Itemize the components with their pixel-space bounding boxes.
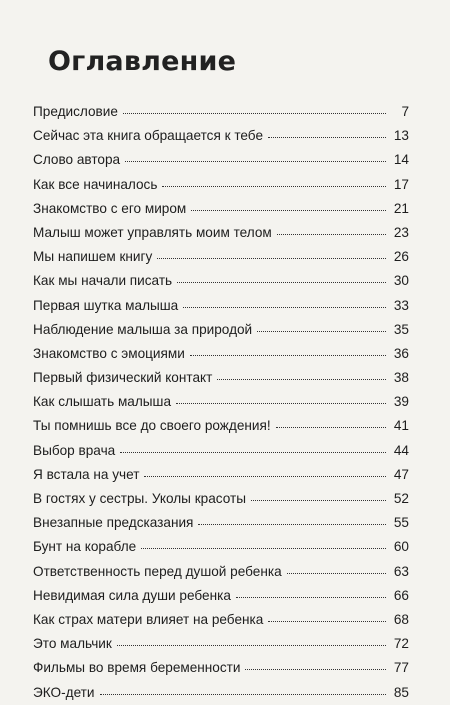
dot-leader: [276, 427, 386, 428]
dot-leader: [125, 161, 386, 162]
toc-entry-label: Как страх матери влияет на ребенка: [33, 611, 264, 627]
toc-entry: [33, 245, 409, 269]
dot-leader: [100, 694, 387, 695]
toc-entry-label: Мы напишем книгу: [33, 249, 153, 265]
toc-entry: [33, 632, 409, 656]
toc-entry-label: В гостях у сестры. Уколы красоты: [33, 491, 246, 506]
toc-entry-page: 7: [401, 104, 409, 119]
dot-leader: [162, 186, 386, 187]
toc-entry-label: Ты помнишь все до своего рождения!: [33, 418, 271, 434]
dot-leader: [191, 210, 386, 211]
toc-entry: [33, 390, 409, 414]
dot-leader: [190, 355, 386, 356]
toc-entry-page: 14: [393, 152, 409, 168]
page-title: Оглавление: [48, 46, 237, 77]
toc-entry-page: 55: [393, 515, 409, 531]
toc-entry: [33, 318, 409, 342]
dot-leader: [157, 258, 386, 259]
toc-entry: [33, 197, 409, 221]
toc-entry-page: 72: [393, 636, 409, 652]
toc-entry-label: Малыш может управлять моим телом: [33, 224, 272, 240]
toc-entry-label: Наблюдение малыша за природой: [33, 321, 253, 337]
toc-entry: [33, 463, 409, 487]
toc-entry: [33, 584, 409, 608]
dot-leader: [257, 331, 386, 332]
toc-entry-page: 52: [393, 491, 409, 506]
dot-leader: [183, 307, 386, 308]
toc-entry: [33, 366, 409, 390]
toc-entry-label: Невидимая сила души ребенка: [33, 587, 231, 603]
dot-leader: [277, 234, 386, 235]
toc-entry: [33, 414, 409, 438]
toc-entry: [33, 560, 409, 584]
toc-entry-page: 13: [393, 128, 409, 144]
dot-leader: [176, 403, 386, 404]
toc-entry-page: 17: [393, 176, 409, 192]
toc-entry: [33, 221, 409, 245]
dot-leader: [236, 597, 386, 598]
dot-leader: [120, 452, 386, 453]
dot-leader: [117, 645, 386, 646]
toc-entry: [33, 269, 409, 293]
toc-entry: [33, 511, 409, 535]
toc-entry-page: 63: [393, 563, 409, 579]
toc-entry-page: 41: [393, 418, 409, 434]
toc-entry: [33, 173, 409, 197]
dot-leader: [123, 113, 386, 114]
toc-entry: [33, 294, 409, 318]
dot-leader: [177, 282, 386, 283]
toc-entry: [33, 487, 409, 511]
toc-entry-page: 36: [393, 345, 409, 361]
toc-entry-label: Бунт на корабле: [33, 539, 137, 555]
toc-entry: [33, 100, 409, 124]
dot-leader: [144, 476, 386, 477]
toc-entry: [33, 608, 409, 632]
toc-entry-label: Как все начиналось: [33, 176, 158, 192]
dot-leader: [198, 524, 386, 525]
dot-leader: [268, 621, 386, 622]
dot-leader: [245, 669, 386, 670]
toc-entry: [33, 342, 409, 366]
toc-entry: [33, 535, 409, 559]
toc-entry-label: Сейчас эта книга обращается к тебе: [33, 128, 264, 144]
toc-entry-label: Первый физический контакт: [33, 370, 213, 386]
toc-entry-page: 68: [393, 611, 409, 627]
toc-entry: [33, 124, 409, 148]
toc-entry-page: 60: [393, 539, 409, 555]
toc-entry-page: 85: [393, 684, 409, 700]
toc-entry-label: Ответственность перед душой ребенка: [33, 563, 282, 579]
dot-leader: [287, 573, 386, 574]
toc-entry-page: 77: [393, 660, 409, 676]
toc-entry-label: Я встала на учет: [33, 466, 140, 482]
dot-leader: [268, 137, 386, 138]
toc-entry-label: Слово автора: [33, 152, 121, 168]
toc-entry-label: Внезапные предсказания: [33, 515, 194, 531]
toc-entry-page: 33: [393, 297, 409, 313]
toc-entry-label: Знакомство с его миром: [33, 200, 187, 216]
toc-entry-page: 38: [393, 370, 409, 386]
toc-entry-page: 26: [393, 249, 409, 265]
toc-entry-page: 21: [393, 200, 409, 216]
toc-entry: [33, 439, 409, 463]
toc-entry-label: Это мальчик: [33, 636, 112, 652]
toc-entry-label: Первая шутка малыша: [33, 297, 179, 313]
table-of-contents: [33, 100, 409, 705]
toc-entry-page: 30: [393, 273, 409, 289]
toc-entry-label: Знакомство с эмоциями: [33, 345, 185, 361]
toc-entry-label: Фильмы во время беременности: [33, 660, 241, 676]
toc-entry-label: ЭКО-дети: [33, 684, 95, 700]
toc-entry-page: 47: [393, 466, 409, 482]
toc-entry-page: 66: [393, 587, 409, 603]
toc-entry-page: 39: [393, 394, 409, 410]
dot-leader: [251, 500, 386, 501]
toc-entry-page: 35: [393, 321, 409, 337]
toc-entry-page: 23: [393, 224, 409, 240]
toc-entry-label: Предисловие: [33, 104, 118, 119]
toc-entry: [33, 681, 409, 705]
dot-leader: [141, 548, 386, 549]
toc-entry-label: Как слышать малыша: [33, 394, 172, 410]
toc-entry: [33, 656, 409, 680]
toc-entry-label: Как мы начали писать: [33, 273, 173, 289]
toc-entry-page: 44: [393, 442, 409, 458]
dot-leader: [217, 379, 386, 380]
toc-entry-label: Выбор врача: [33, 442, 116, 458]
toc-entry: [33, 148, 409, 172]
